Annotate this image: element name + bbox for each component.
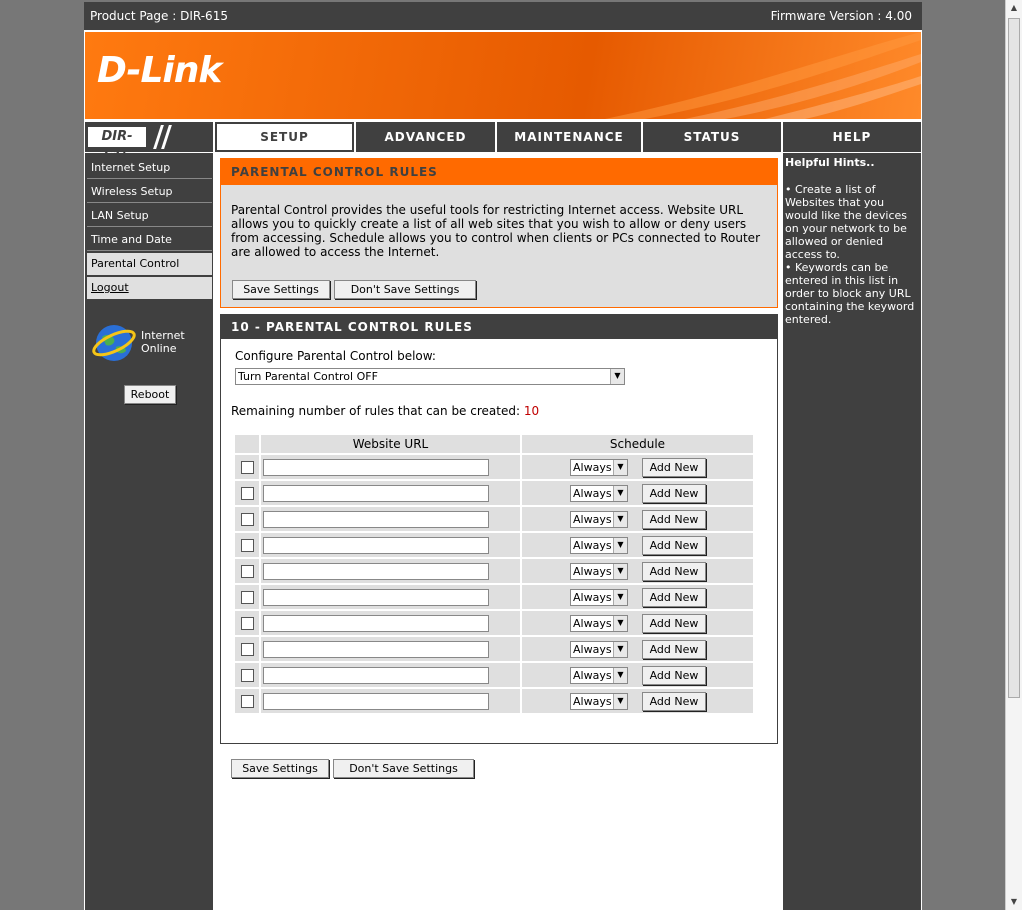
chevron-down-icon: ▼ xyxy=(613,668,627,683)
website-url-header: Website URL xyxy=(261,435,520,453)
rule-checkbox[interactable] xyxy=(241,461,254,474)
internet-status: Internet Online xyxy=(141,329,185,355)
firmware-version-label: Firmware Version : 4.00 xyxy=(770,9,912,23)
model-label: DIR- xyxy=(88,127,146,147)
add-new-schedule-button[interactable]: Add New xyxy=(642,510,706,529)
rule-checkbox[interactable] xyxy=(241,643,254,656)
table-row xyxy=(235,611,753,635)
nav-row xyxy=(84,122,922,152)
website-url-input[interactable] xyxy=(263,693,489,710)
schedule-select[interactable]: Always ▼ xyxy=(570,667,628,684)
chevron-down-icon: ▼ xyxy=(613,564,627,579)
remaining-count: 10 xyxy=(523,404,540,418)
add-new-schedule-button[interactable]: Add New xyxy=(642,614,706,633)
add-new-schedule-button[interactable]: Add New xyxy=(642,562,706,581)
rules-table-header xyxy=(235,435,753,453)
website-url-input[interactable] xyxy=(263,589,489,606)
sidebar-item-internet-setup[interactable]: Internet Setup xyxy=(87,157,212,179)
intro-description: Parental Control provides the useful tools for restricting Internet access. Website URL allows you to quickly create a list of all web sites that you wish to allow or deny users from accessing. Schedule allows you to control when clients or PCs connected to Router are allowed to access the Internet. xyxy=(231,203,760,259)
schedule-header: Schedule xyxy=(522,435,753,453)
schedule-select[interactable]: Always ▼ xyxy=(570,511,628,528)
brand-banner xyxy=(85,32,921,119)
table-row xyxy=(235,481,753,505)
remaining-rules-text: Remaining number of rules that can be created: 10 xyxy=(231,404,540,418)
sidebar-item-lan-setup[interactable]: LAN Setup xyxy=(87,205,212,227)
website-url-input[interactable] xyxy=(263,537,489,554)
chevron-down-icon: ▼ xyxy=(613,538,627,553)
table-row xyxy=(235,637,753,661)
chevron-down-icon: ▼ xyxy=(613,616,627,631)
schedule-select[interactable]: Always ▼ xyxy=(570,693,628,710)
tab-status[interactable]: STATUS xyxy=(643,122,781,152)
sidebar-item-wireless-setup[interactable]: Wireless Setup xyxy=(87,181,212,203)
chevron-down-icon: ▼ xyxy=(613,642,627,657)
table-row xyxy=(235,455,753,479)
help-column xyxy=(783,153,921,910)
add-new-schedule-button[interactable]: Add New xyxy=(642,692,706,711)
tab-maintenance[interactable]: MAINTENANCE xyxy=(497,122,641,152)
add-new-schedule-button[interactable]: Add New xyxy=(642,458,706,477)
add-new-schedule-button[interactable]: Add New xyxy=(642,666,706,685)
scroll-down-icon[interactable]: ▼ xyxy=(1010,897,1018,906)
rule-checkbox[interactable] xyxy=(241,565,254,578)
website-url-input[interactable] xyxy=(263,667,489,684)
table-row xyxy=(235,559,753,583)
website-url-input[interactable] xyxy=(263,459,489,476)
rules-panel-title: 10 - PARENTAL CONTROL RULES xyxy=(221,315,777,339)
scroll-up-icon[interactable]: ▲ xyxy=(1010,3,1018,12)
add-new-schedule-button[interactable]: Add New xyxy=(642,588,706,607)
website-url-input[interactable] xyxy=(263,563,489,580)
chevron-down-icon: ▼ xyxy=(613,694,627,709)
schedule-select[interactable]: Always ▼ xyxy=(570,589,628,606)
product-page-label: Product Page : DIR-615 xyxy=(90,9,228,23)
table-row xyxy=(235,533,753,557)
top-bar xyxy=(84,2,922,30)
tab-advanced[interactable]: ADVANCED xyxy=(356,122,495,152)
rule-checkbox[interactable] xyxy=(241,513,254,526)
rules-table xyxy=(233,433,755,715)
chevron-down-icon: ▼ xyxy=(610,369,624,384)
chevron-down-icon: ▼ xyxy=(613,512,627,527)
rule-checkbox[interactable] xyxy=(241,617,254,630)
rule-checkbox[interactable] xyxy=(241,539,254,552)
model-badge xyxy=(85,122,213,152)
intro-panel-title: PARENTAL CONTROL RULES xyxy=(221,159,777,185)
add-new-schedule-button[interactable]: Add New xyxy=(642,640,706,659)
sidebar-item-time-and-date[interactable]: Time and Date xyxy=(87,229,212,251)
tab-setup[interactable]: SETUP xyxy=(215,122,354,152)
schedule-select[interactable]: Always ▼ xyxy=(570,615,628,632)
schedule-select[interactable]: Always ▼ xyxy=(570,459,628,476)
help-hint-websites: • Create a list of Websites that you would like the devices on your network to be allowed or denied access to. xyxy=(785,183,907,261)
add-new-schedule-button[interactable]: Add New xyxy=(642,484,706,503)
table-row xyxy=(235,689,753,713)
sidebar xyxy=(85,153,213,910)
help-title: Helpful Hints.. xyxy=(785,156,875,169)
schedule-select[interactable]: Always ▼ xyxy=(570,485,628,502)
chevron-down-icon: ▼ xyxy=(613,590,627,605)
internet-globe-icon xyxy=(92,321,136,365)
chevron-down-icon: ▼ xyxy=(613,460,627,475)
dont-save-settings-button[interactable]: Don't Save Settings xyxy=(334,280,476,299)
add-new-schedule-button[interactable]: Add New xyxy=(642,536,706,555)
configure-label: Configure Parental Control below: xyxy=(235,349,436,363)
schedule-select[interactable]: Always ▼ xyxy=(570,537,628,554)
scroll-thumb[interactable] xyxy=(1008,18,1020,698)
website-url-input[interactable] xyxy=(263,485,489,502)
schedule-select[interactable]: Always ▼ xyxy=(570,563,628,580)
rule-checkbox[interactable] xyxy=(241,669,254,682)
rule-checkbox[interactable] xyxy=(241,487,254,500)
table-row xyxy=(235,663,753,687)
table-row xyxy=(235,507,753,531)
help-hint-keywords: • Keywords can be entered in this list in order to block any URL containing the keyword entered. xyxy=(785,261,915,326)
website-url-input[interactable] xyxy=(263,511,489,528)
parental-control-rules-panel xyxy=(220,314,778,744)
rule-checkbox[interactable] xyxy=(241,591,254,604)
chevron-down-icon: ▼ xyxy=(613,486,627,501)
table-row xyxy=(235,585,753,609)
sidebar-item-logout[interactable]: Logout xyxy=(87,277,212,299)
website-url-input[interactable] xyxy=(263,641,489,658)
sidebar-item-parental-control[interactable]: Parental Control xyxy=(87,253,212,275)
tab-help[interactable]: HELP xyxy=(783,122,921,152)
save-settings-button[interactable]: Save Settings xyxy=(232,280,330,299)
dlink-logo: D-Link xyxy=(97,50,222,91)
vertical-scrollbar[interactable] xyxy=(1005,0,1022,910)
footer-dont-save-settings-button[interactable]: Don't Save Settings xyxy=(333,759,474,778)
router-admin-page xyxy=(84,2,922,910)
footer-save-settings-button[interactable]: Save Settings xyxy=(231,759,329,778)
parental-control-mode-select[interactable]: Turn Parental Control OFF ▼ xyxy=(235,368,625,385)
reboot-button[interactable]: Reboot xyxy=(124,385,176,404)
rule-checkbox[interactable] xyxy=(241,695,254,708)
parental-control-intro-panel xyxy=(220,158,778,308)
website-url-input[interactable] xyxy=(263,615,489,632)
schedule-select[interactable]: Always ▼ xyxy=(570,641,628,658)
